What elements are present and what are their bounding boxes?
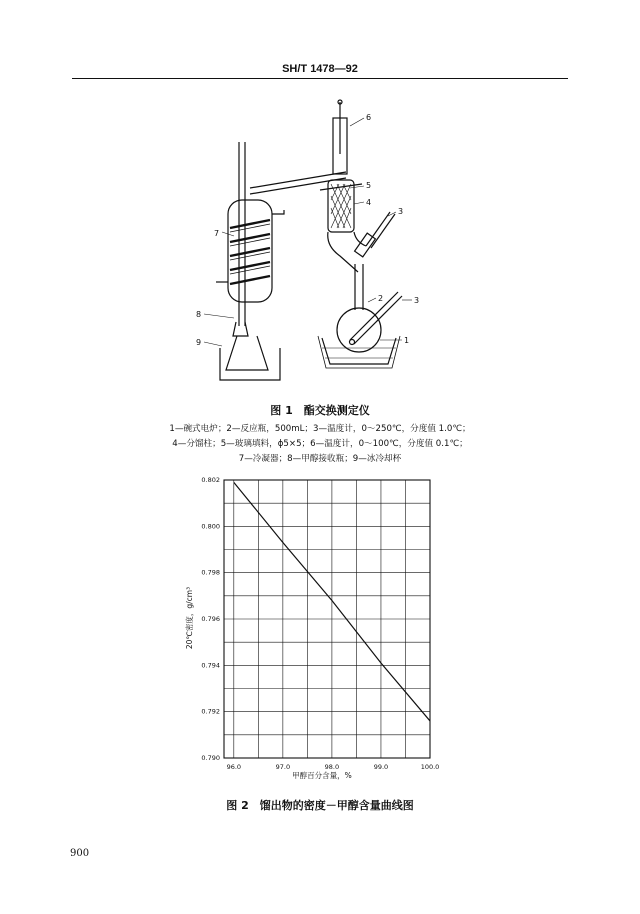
x-tick-label: 99.0	[373, 763, 389, 771]
column-drawing	[320, 100, 366, 272]
callout-2: 2	[378, 294, 384, 303]
x-tick-label: 100.0	[420, 763, 440, 771]
density-curve-chart	[180, 470, 450, 790]
y-tick-label: 0.792	[201, 707, 220, 716]
receiver-and-ice-bath-drawing	[220, 322, 280, 380]
header-rule	[72, 78, 568, 79]
y-tick-label: 0.790	[201, 754, 220, 762]
document-code: SH/T 1478—92	[282, 63, 358, 75]
figure1-caption: 图 1 酯交换测定仪	[270, 404, 370, 417]
x-tick-label: 96.0	[226, 763, 242, 771]
callout-3-upper: 3	[398, 207, 404, 216]
figure1-legend-line: 7—冷凝器；8—甲醇接收瓶；9—冰冷却杯	[238, 454, 402, 464]
callout-9: 9	[196, 338, 202, 347]
y-tick-label: 0.798	[201, 568, 220, 577]
x-tick-label: 98.0	[324, 763, 340, 771]
y-tick-label: 0.800	[201, 522, 220, 531]
figure1-legend-line: 4—分馏柱；5—玻璃填料，ϕ5×5；6—温度计，0～100℃，分度值 0.1℃；	[172, 439, 468, 449]
chart-grid	[224, 480, 430, 758]
x-tick-label: 97.0	[275, 763, 291, 771]
callout-7: 7	[214, 229, 220, 238]
ester-exchange-apparatus-diagram	[190, 96, 440, 386]
callout-8: 8	[196, 310, 202, 319]
figure1-legend-line: 1—碗式电炉；2—反应瓶，500mL；3—温度计，0～250℃，分度值 1.0℃；	[169, 424, 471, 434]
condenser-drawing	[216, 142, 346, 326]
callout-5: 5	[366, 181, 372, 190]
tick-labels	[201, 476, 439, 771]
y-tick-label: 0.794	[201, 661, 220, 670]
page-number: 900	[70, 848, 90, 859]
y-tick-label: 0.802	[201, 476, 220, 484]
y-axis-label: 20℃密度，g/cm³	[185, 586, 194, 650]
callout-6: 6	[366, 113, 372, 122]
upper-thermometer-drawing	[355, 212, 395, 257]
callout-1: 1	[404, 336, 410, 345]
reaction-flask-and-heater-drawing	[318, 264, 402, 368]
callout-4: 4	[366, 198, 372, 207]
callout-3-lower: 3	[414, 296, 420, 305]
callout-leaders	[204, 118, 412, 346]
figure2-caption: 图 2 馏出物的密度－甲醇含量曲线图	[226, 799, 414, 812]
y-tick-label: 0.796	[201, 615, 220, 623]
x-axis-label: 甲醇百分含量，%	[292, 771, 352, 780]
